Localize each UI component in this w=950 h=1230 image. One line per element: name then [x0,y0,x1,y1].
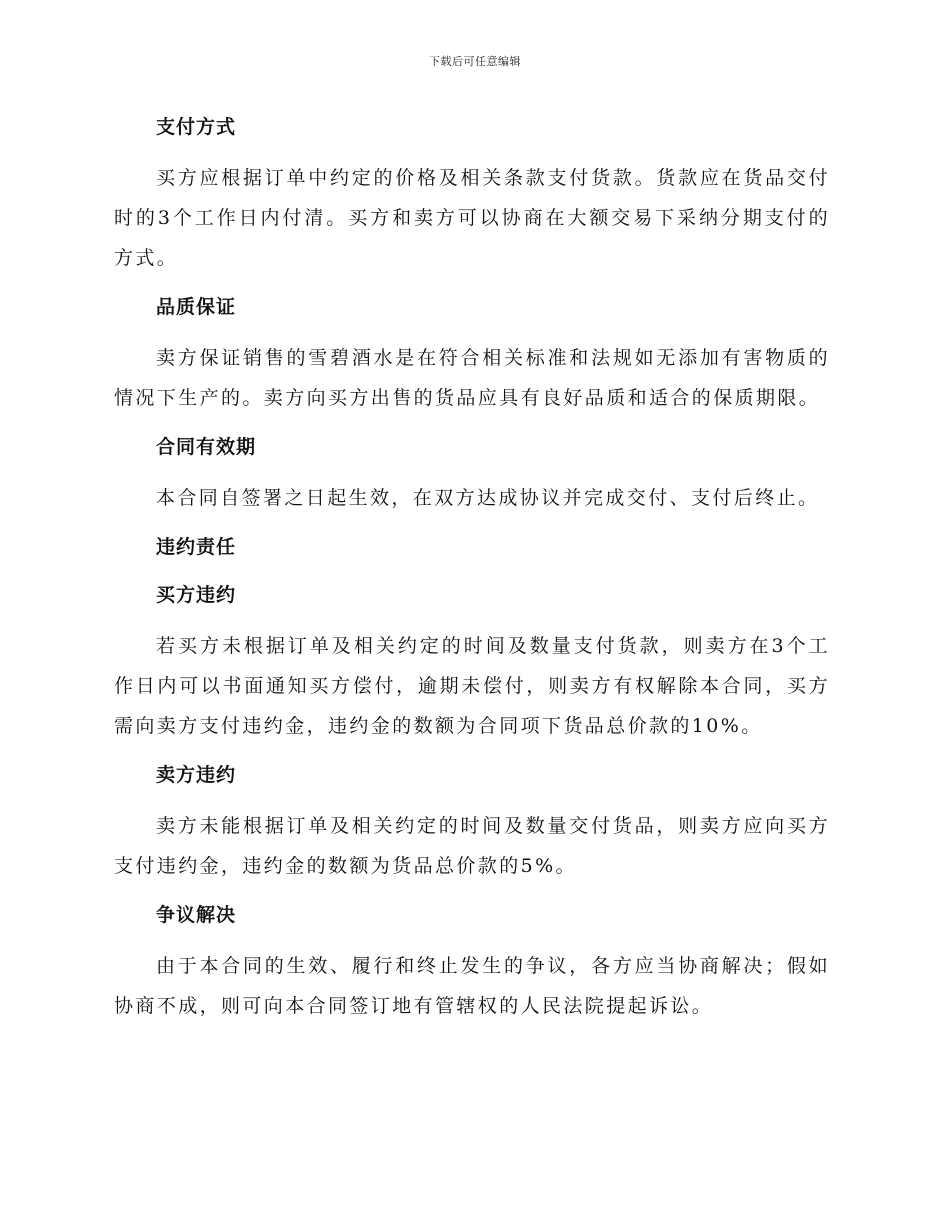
section-heading-dispute: 争议解决 [156,904,237,926]
paragraph-payment: 买方应根据订单中约定的价格及相关条款支付货款。货款应在货品交付时的3个工作日内付清。买方和卖方可以协商在大额交易下采纳分期支付的方式。 [114,167,830,269]
paragraph-quality: 卖方保证销售的雪碧酒水是在符合相关标准和法规如无添加有害物质的情况下生产的。卖方向买方出售的货品应具有良好品质和适合的保质期限。 [114,347,830,409]
paragraph-validity: 本合同自签署之日起生效，在双方达成协议并完成交付、支付后终止。 [156,487,820,509]
section-heading-seller-breach: 卖方违约 [156,764,237,786]
page-header: 下载后可任意编辑 [429,55,521,68]
section-heading-validity: 合同有效期 [156,436,257,458]
section-heading-payment: 支付方式 [156,116,237,138]
section-heading-buyer-breach: 买方违约 [156,584,237,606]
section-heading-quality: 品质保证 [156,296,237,318]
paragraph-buyer-breach: 若买方未根据订单及相关约定的时间及数量支付货款，则卖方在3个工作日内可以书面通知买方偿付，逾期未偿付，则卖方有权解除本合同，买方需向卖方支付违约金，违约金的数额为合同项下货品总价款的10%。 [114,635,830,737]
paragraph-dispute: 由于本合同的生效、履行和终止发生的争议，各方应当协商解决；假如协商不成，则可向本合同签订地有管辖权的人民法院提起诉讼。 [114,955,830,1017]
section-heading-breach: 违约责任 [156,536,237,558]
paragraph-seller-breach: 卖方未能根据订单及相关约定的时间及数量交付货品，则卖方应向买方支付违约金，违约金的数额为货品总价款的5%。 [114,815,830,877]
document-body [114,110,830,1038]
